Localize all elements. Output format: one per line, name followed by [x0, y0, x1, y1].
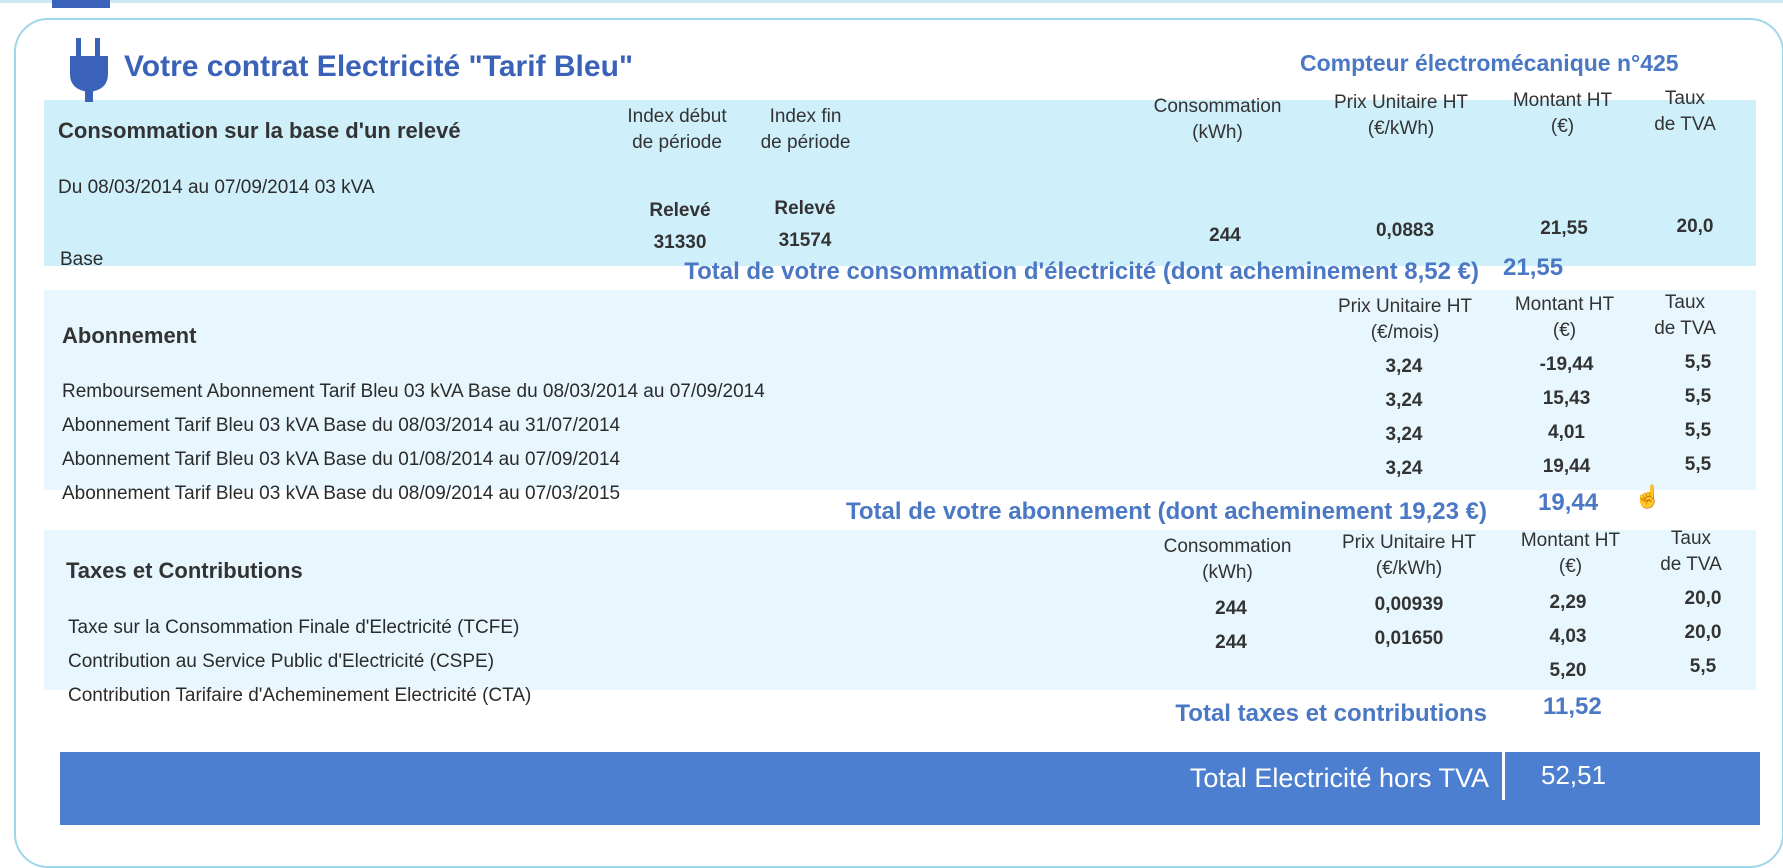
base-consumption: 244: [1209, 225, 1241, 246]
sub-row-price: 3,24: [1385, 424, 1423, 445]
base-unit-price: 0,0883: [1375, 220, 1435, 241]
sub-col-vat: Taux de TVA: [1654, 292, 1716, 339]
tax-row-vat: 20,0: [1684, 588, 1722, 609]
col-vat: Taux de TVA: [1654, 88, 1716, 135]
tax-row-amount: 5,20: [1549, 660, 1587, 681]
col-index-start: Index début de période: [627, 106, 727, 153]
sub-row-price: 3,24: [1385, 356, 1423, 377]
tax-col-vat: Taux de TVA: [1660, 528, 1722, 575]
taxes-total-label: Total taxes et contributions: [1175, 700, 1487, 727]
consumption-heading: Consommation sur la base d'un relevé: [58, 118, 461, 143]
consumption-period: Du 08/03/2014 au 07/09/2014 03 kVA: [58, 177, 375, 198]
col-amount: Montant HT (€): [1512, 90, 1613, 137]
sub-row-label: Abonnement Tarif Bleu 03 kVA Base du 01/08/2014 au 07/09/2014: [62, 449, 621, 470]
base-index-start: 31330: [653, 232, 707, 253]
sub-row-price: 3,24: [1385, 390, 1423, 411]
consumption-total-label: Total de votre consommation d'électricité (dont acheminement 8,52 €): [684, 258, 1479, 285]
footer-total-value: 52,51: [1541, 760, 1607, 790]
sub-row-label: Abonnement Tarif Bleu 03 kVA Base du 08/03/2014 au 31/07/2014: [62, 415, 621, 436]
sub-row-amount: 19,44: [1542, 456, 1591, 477]
sub-col-amount: Montant HT (€): [1514, 294, 1615, 341]
taxes-heading: Taxes et Contributions: [66, 558, 303, 583]
contract-title: Votre contrat Electricité "Tarif Bleu": [124, 50, 634, 83]
sub-row-vat: 5,5: [1684, 352, 1712, 373]
releve-start-label: Relevé: [649, 200, 711, 221]
tax-col-amount: Montant HT (€): [1520, 530, 1621, 577]
tax-row-amount: 2,29: [1549, 592, 1587, 613]
tax-row-consumption: 244: [1215, 598, 1247, 619]
col-consumption: Consommation (kWh): [1153, 96, 1282, 143]
tax-col-unit-price: Prix Unitaire HT (€/kWh): [1341, 532, 1477, 579]
footer-bar: [60, 752, 1760, 825]
sub-col-unit-price: Prix Unitaire HT (€/mois): [1337, 296, 1473, 343]
sub-row-label: Remboursement Abonnement Tarif Bleu 03 kVA Base du 08/03/2014 au 07/09/2014: [62, 381, 765, 402]
tax-row-vat: 20,0: [1684, 622, 1722, 643]
sub-row-amount: 15,43: [1542, 388, 1591, 409]
consumption-total-value: 21,55: [1503, 254, 1564, 281]
tax-col-consumption: Consommation (kWh): [1163, 536, 1292, 583]
releve-end-label: Relevé: [774, 198, 836, 219]
subscription-heading: Abonnement: [62, 323, 197, 348]
base-row-label: Base: [60, 249, 104, 270]
sub-row-label: Abonnement Tarif Bleu 03 kVA Base du 08/09/2014 au 07/03/2015: [62, 483, 621, 504]
tax-row-price: 0,01650: [1374, 628, 1444, 649]
sub-row-price: 3,24: [1385, 458, 1423, 479]
meter-label: Compteur électromécanique n°425: [1300, 50, 1679, 76]
top-rule: [0, 0, 1783, 3]
tax-row-amount: 4,03: [1549, 626, 1587, 647]
taxes-total-value: 11,52: [1543, 693, 1602, 720]
footer-total-label: Total Electricité hors TVA: [1189, 763, 1489, 793]
sub-row-amount: -19,44: [1539, 354, 1594, 375]
tax-row-label: Contribution Tarifaire d'Acheminement Electricité (CTA): [68, 685, 532, 706]
tax-row-price: 0,00939: [1374, 594, 1444, 615]
col-unit-price: Prix Unitaire HT (€/kWh): [1333, 92, 1469, 139]
col-index-end: Index fin de période: [760, 106, 851, 153]
tax-row-vat: 5,5: [1689, 656, 1717, 677]
base-index-end: 31574: [778, 230, 832, 251]
plug-icon: [68, 34, 110, 109]
sub-row-vat: 5,5: [1684, 420, 1712, 441]
tax-row-label: Contribution au Service Public d'Electricité (CSPE): [68, 651, 495, 672]
sub-row-vat: 5,5: [1684, 454, 1712, 475]
base-vat: 20,0: [1676, 216, 1714, 237]
footer-separator: [1502, 752, 1505, 800]
subscription-total-label: Total de votre abonnement (dont acheminement 19,23 €): [845, 498, 1487, 525]
sub-row-amount: 4,01: [1548, 422, 1585, 443]
top-accent-bar: [52, 0, 110, 8]
sub-row-vat: 5,5: [1684, 386, 1712, 407]
hand-cursor-icon: ☝: [1634, 484, 1662, 509]
tax-row-consumption: 244: [1215, 632, 1247, 653]
subscription-total-value: 19,44: [1538, 489, 1599, 516]
base-amount: 21,55: [1540, 218, 1588, 239]
tax-row-label: Taxe sur la Consommation Finale d'Electricité (TCFE): [68, 617, 520, 638]
